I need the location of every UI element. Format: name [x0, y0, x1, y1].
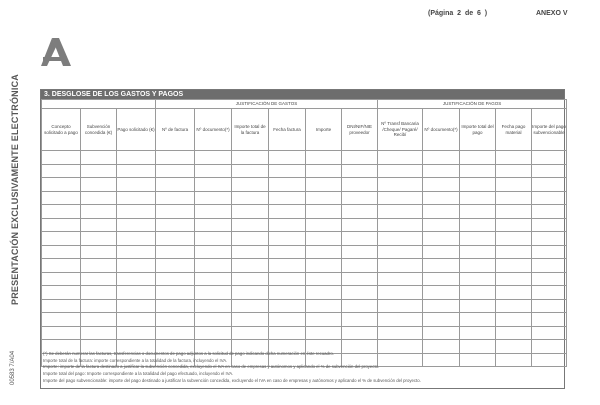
table-cell[interactable]: [423, 218, 460, 232]
column-header: Nº de factura: [156, 109, 195, 151]
table-cell[interactable]: [496, 164, 532, 178]
column-header: DNI/NIF/NIE proveedor: [342, 109, 378, 151]
table-cell[interactable]: [342, 313, 378, 327]
table-cell[interactable]: [156, 313, 195, 327]
table-cell[interactable]: [460, 299, 496, 313]
table-cell[interactable]: [423, 178, 460, 192]
table-cell[interactable]: [496, 286, 532, 300]
table-cell[interactable]: [81, 245, 117, 259]
table-cell[interactable]: [269, 191, 306, 205]
group-header-blank: [42, 100, 156, 109]
table-cell[interactable]: [423, 286, 460, 300]
table-cell[interactable]: [232, 232, 269, 246]
column-header-row: [42, 109, 567, 151]
table-cell[interactable]: [378, 245, 423, 259]
column-header: Fecha pago material: [496, 109, 532, 151]
table-cell[interactable]: [195, 299, 232, 313]
column-header: Nº documento(*): [195, 109, 232, 151]
table-cell[interactable]: [496, 259, 532, 273]
table-cell[interactable]: [532, 232, 567, 246]
page-indicator: (Página 2 de 6 ): [428, 10, 488, 17]
table-cell[interactable]: [156, 218, 195, 232]
table-cell[interactable]: [306, 259, 342, 273]
junta-andalucia-logo: [40, 36, 72, 68]
table-cell[interactable]: [496, 299, 532, 313]
table-cell[interactable]: [532, 245, 567, 259]
group-header-payment: JUSTIFICACIÓN DE PAGOS: [378, 100, 567, 109]
table-row: [42, 178, 567, 192]
table-row: [42, 313, 567, 327]
table-cell[interactable]: [232, 164, 269, 178]
table-cell[interactable]: [306, 191, 342, 205]
table-cell[interactable]: [195, 259, 232, 273]
table-cell[interactable]: [342, 218, 378, 232]
column-header: Fecha factura: [269, 109, 306, 151]
table-cell[interactable]: [195, 326, 232, 340]
table-cell[interactable]: [195, 151, 232, 165]
table-cell[interactable]: [532, 164, 567, 178]
table-cell[interactable]: [117, 313, 156, 327]
expense-table: [41, 99, 567, 367]
table-row: [42, 272, 567, 286]
table-cell[interactable]: [156, 286, 195, 300]
table-cell[interactable]: [42, 151, 81, 165]
table-cell[interactable]: [423, 205, 460, 219]
table-cell[interactable]: [42, 245, 81, 259]
table-cell[interactable]: [269, 205, 306, 219]
table-cell[interactable]: [42, 286, 81, 300]
table-cell[interactable]: [269, 299, 306, 313]
table-row: [42, 191, 567, 205]
table-cell[interactable]: [532, 259, 567, 273]
table-cell[interactable]: [117, 191, 156, 205]
footnote-line: Importe total del pago: Importe correspondiente a la totalidad del pago efectuado, incluyendo el IVA.: [43, 370, 234, 376]
table-cell[interactable]: [460, 259, 496, 273]
table-cell[interactable]: [156, 245, 195, 259]
footnote-line: (*) Se deberán numerar las facturas, transferencias o documentos de pago adjuntos a la solicitud de pago indicando dicha numeración en éste recuadro.: [43, 351, 334, 356]
table-cell[interactable]: [81, 218, 117, 232]
footnote-line: Importe total de la factura: importe correspondiente a la totalidad de la factura, incluyendo el IVA.: [43, 357, 228, 363]
table-cell[interactable]: [81, 286, 117, 300]
table-cell[interactable]: [378, 178, 423, 192]
column-header: Nº Transf Bancaria /Cheque/ Pagaré/ Recibí: [378, 109, 423, 151]
table-cell[interactable]: [81, 259, 117, 273]
table-cell[interactable]: [423, 299, 460, 313]
table-cell[interactable]: [532, 191, 567, 205]
table-cell[interactable]: [156, 205, 195, 219]
table-cell[interactable]: [460, 286, 496, 300]
table-cell[interactable]: [81, 313, 117, 327]
table-row: [42, 286, 567, 300]
table-cell[interactable]: [460, 232, 496, 246]
table-cell[interactable]: [496, 245, 532, 259]
table-cell[interactable]: [195, 218, 232, 232]
table-cell[interactable]: [378, 272, 423, 286]
table-cell[interactable]: [269, 272, 306, 286]
table-cell[interactable]: [378, 326, 423, 340]
table-cell[interactable]: [156, 232, 195, 246]
table-cell[interactable]: [156, 272, 195, 286]
table-cell[interactable]: [423, 272, 460, 286]
table-cell[interactable]: [460, 191, 496, 205]
table-cell[interactable]: [81, 232, 117, 246]
table-cell[interactable]: [342, 272, 378, 286]
table-row: [42, 164, 567, 178]
table-cell[interactable]: [423, 164, 460, 178]
column-header: Importe total de la factura: [232, 109, 269, 151]
table-cell[interactable]: [269, 245, 306, 259]
table-row: [42, 245, 567, 259]
table-cell[interactable]: [306, 232, 342, 246]
column-header: Nº documento(*): [423, 109, 460, 151]
table-cell[interactable]: [460, 164, 496, 178]
table-row: [42, 151, 567, 165]
table-cell[interactable]: [232, 151, 269, 165]
table-cell[interactable]: [269, 218, 306, 232]
table-cell[interactable]: [496, 232, 532, 246]
table-cell[interactable]: [232, 218, 269, 232]
table-cell[interactable]: [496, 326, 532, 340]
table-cell[interactable]: [306, 151, 342, 165]
table-cell[interactable]: [306, 164, 342, 178]
table-cell[interactable]: [342, 232, 378, 246]
table-cell[interactable]: [378, 232, 423, 246]
table-cell[interactable]: [117, 259, 156, 273]
table-cell[interactable]: [342, 326, 378, 340]
table-cell[interactable]: [117, 245, 156, 259]
table-cell[interactable]: [232, 326, 269, 340]
table-cell[interactable]: [496, 272, 532, 286]
table-cell[interactable]: [342, 245, 378, 259]
table-cell[interactable]: [81, 178, 117, 192]
table-cell[interactable]: [460, 218, 496, 232]
table-cell[interactable]: [378, 218, 423, 232]
table-cell[interactable]: [342, 205, 378, 219]
table-cell[interactable]: [378, 313, 423, 327]
table-cell[interactable]: [269, 232, 306, 246]
form-code: 00583 7/A04: [10, 350, 16, 385]
table-cell[interactable]: [156, 164, 195, 178]
table-cell[interactable]: [195, 205, 232, 219]
table-cell[interactable]: [306, 313, 342, 327]
table-cell[interactable]: [496, 218, 532, 232]
table-cell[interactable]: [532, 178, 567, 192]
table-row: [42, 232, 567, 246]
table-cell[interactable]: [42, 232, 81, 246]
table-cell[interactable]: [306, 245, 342, 259]
table-cell[interactable]: [232, 259, 269, 273]
table-cell[interactable]: [269, 313, 306, 327]
table-cell[interactable]: [81, 191, 117, 205]
table-cell[interactable]: [306, 218, 342, 232]
table-cell[interactable]: [342, 164, 378, 178]
section-title: 3. DESGLOSE DE LOS GASTOS Y PAGOS: [41, 90, 564, 99]
table-cell[interactable]: [117, 218, 156, 232]
table-cell[interactable]: [342, 178, 378, 192]
table-cell[interactable]: [232, 205, 269, 219]
table-cell[interactable]: [532, 218, 567, 232]
table-cell[interactable]: [117, 326, 156, 340]
footnote-line: Importe del pago subvencionable: importe del pago destinado a justificar la subvención concedida, excluyendo el IVA en caso de empresas y autónomos y aplicando el % de subvención del proyecto.: [43, 377, 421, 383]
table-cell[interactable]: [232, 245, 269, 259]
table-cell[interactable]: [269, 178, 306, 192]
column-header: Importe del pago subvencionable: [532, 109, 567, 151]
table-cell[interactable]: [156, 299, 195, 313]
table-cell[interactable]: [269, 259, 306, 273]
table-cell[interactable]: [342, 151, 378, 165]
table-cell[interactable]: [306, 299, 342, 313]
table-cell[interactable]: [195, 286, 232, 300]
table-cell[interactable]: [342, 286, 378, 300]
column-header: Subvención concedida (€): [81, 109, 117, 151]
table-cell[interactable]: [423, 245, 460, 259]
table-cell[interactable]: [496, 205, 532, 219]
footnotes: [43, 351, 563, 384]
table-cell[interactable]: [117, 205, 156, 219]
table-cell[interactable]: [117, 164, 156, 178]
table-cell[interactable]: [532, 313, 567, 327]
table-cell[interactable]: [117, 151, 156, 165]
table-cell[interactable]: [423, 191, 460, 205]
column-header: Importe total del pago: [460, 109, 496, 151]
table-cell[interactable]: [81, 205, 117, 219]
table-cell[interactable]: [342, 299, 378, 313]
table-cell[interactable]: [378, 286, 423, 300]
table-cell[interactable]: [532, 299, 567, 313]
table-cell[interactable]: [42, 259, 81, 273]
table-cell[interactable]: [42, 164, 81, 178]
table-cell[interactable]: [42, 191, 81, 205]
table-cell[interactable]: [156, 178, 195, 192]
table-cell[interactable]: [423, 232, 460, 246]
table-cell[interactable]: [269, 164, 306, 178]
table-cell[interactable]: [156, 326, 195, 340]
table-cell[interactable]: [117, 286, 156, 300]
table-cell[interactable]: [378, 164, 423, 178]
table-cell[interactable]: [81, 272, 117, 286]
table-row: [42, 205, 567, 219]
table-cell[interactable]: [269, 326, 306, 340]
table-row: [42, 259, 567, 273]
table-cell[interactable]: [81, 299, 117, 313]
table-cell[interactable]: [460, 205, 496, 219]
table-cell[interactable]: [42, 178, 81, 192]
table-cell[interactable]: [378, 299, 423, 313]
table-cell[interactable]: [378, 205, 423, 219]
table-cell[interactable]: [42, 218, 81, 232]
table-cell[interactable]: [232, 299, 269, 313]
table-cell[interactable]: [81, 151, 117, 165]
table-row: [42, 299, 567, 313]
column-header: Importe: [306, 109, 342, 151]
table-cell[interactable]: [117, 299, 156, 313]
column-header: Concepto solicitado a pago: [42, 109, 81, 151]
table-cell[interactable]: [306, 178, 342, 192]
expense-breakdown-form: [40, 89, 565, 389]
table-cell[interactable]: [195, 191, 232, 205]
table-cell[interactable]: [378, 151, 423, 165]
table-cell[interactable]: [81, 164, 117, 178]
table-body: [42, 151, 567, 367]
table-cell[interactable]: [342, 259, 378, 273]
table-cell[interactable]: [306, 326, 342, 340]
table-cell[interactable]: [532, 286, 567, 300]
table-cell[interactable]: [460, 326, 496, 340]
table-cell[interactable]: [195, 245, 232, 259]
table-cell[interactable]: [423, 313, 460, 327]
annex-label: ANEXO V: [536, 10, 568, 17]
table-cell[interactable]: [81, 326, 117, 340]
table-cell[interactable]: [460, 178, 496, 192]
table-cell[interactable]: [342, 191, 378, 205]
table-cell[interactable]: [42, 299, 81, 313]
table-cell[interactable]: [117, 232, 156, 246]
table-row: [42, 218, 567, 232]
table-cell[interactable]: [42, 313, 81, 327]
table-row: [42, 326, 567, 340]
table-cell[interactable]: [156, 191, 195, 205]
table-cell[interactable]: [532, 272, 567, 286]
table-cell[interactable]: [306, 286, 342, 300]
table-cell[interactable]: [423, 151, 460, 165]
table-cell[interactable]: [232, 191, 269, 205]
table-cell[interactable]: [195, 272, 232, 286]
table-cell[interactable]: [306, 205, 342, 219]
table-cell[interactable]: [232, 313, 269, 327]
table-cell[interactable]: [156, 259, 195, 273]
table-cell[interactable]: [195, 313, 232, 327]
table-cell[interactable]: [195, 178, 232, 192]
table-cell[interactable]: [460, 313, 496, 327]
table-cell[interactable]: [232, 272, 269, 286]
table-cell[interactable]: [195, 164, 232, 178]
table-cell[interactable]: [269, 151, 306, 165]
table-cell[interactable]: [496, 313, 532, 327]
table-cell[interactable]: [117, 178, 156, 192]
table-cell[interactable]: [460, 272, 496, 286]
table-cell[interactable]: [42, 272, 81, 286]
column-header: Pago solicitado (€): [117, 109, 156, 151]
table-cell[interactable]: [532, 151, 567, 165]
table-cell[interactable]: [496, 178, 532, 192]
table-cell[interactable]: [378, 191, 423, 205]
table-cell[interactable]: [117, 272, 156, 286]
vertical-presentation-text: PRESENTACIÓN EXCLUSIVAMENTE ELECTRÓNICA: [10, 74, 20, 305]
table-cell[interactable]: [532, 205, 567, 219]
table-cell[interactable]: [269, 286, 306, 300]
table-cell[interactable]: [460, 151, 496, 165]
table-cell[interactable]: [496, 151, 532, 165]
table-cell[interactable]: [195, 232, 232, 246]
group-header-invoice: JUSTIFICACIÓN DE GASTOS: [156, 100, 378, 109]
table-cell[interactable]: [532, 326, 567, 340]
table-cell[interactable]: [306, 272, 342, 286]
footnote-line: Importe: importe de la factura destinado a justificar la subvención concedida, excluyendo el IVA en caso de empresas y autónomos y aplicando el % de subvención del proyecto.: [43, 364, 380, 370]
table-cell[interactable]: [378, 259, 423, 273]
table-cell[interactable]: [42, 326, 81, 340]
table-cell[interactable]: [156, 151, 195, 165]
table-cell[interactable]: [423, 259, 460, 273]
table-cell[interactable]: [232, 286, 269, 300]
table-cell[interactable]: [42, 205, 81, 219]
table-cell[interactable]: [423, 326, 460, 340]
table-cell[interactable]: [232, 178, 269, 192]
table-cell[interactable]: [496, 191, 532, 205]
table-cell[interactable]: [460, 245, 496, 259]
